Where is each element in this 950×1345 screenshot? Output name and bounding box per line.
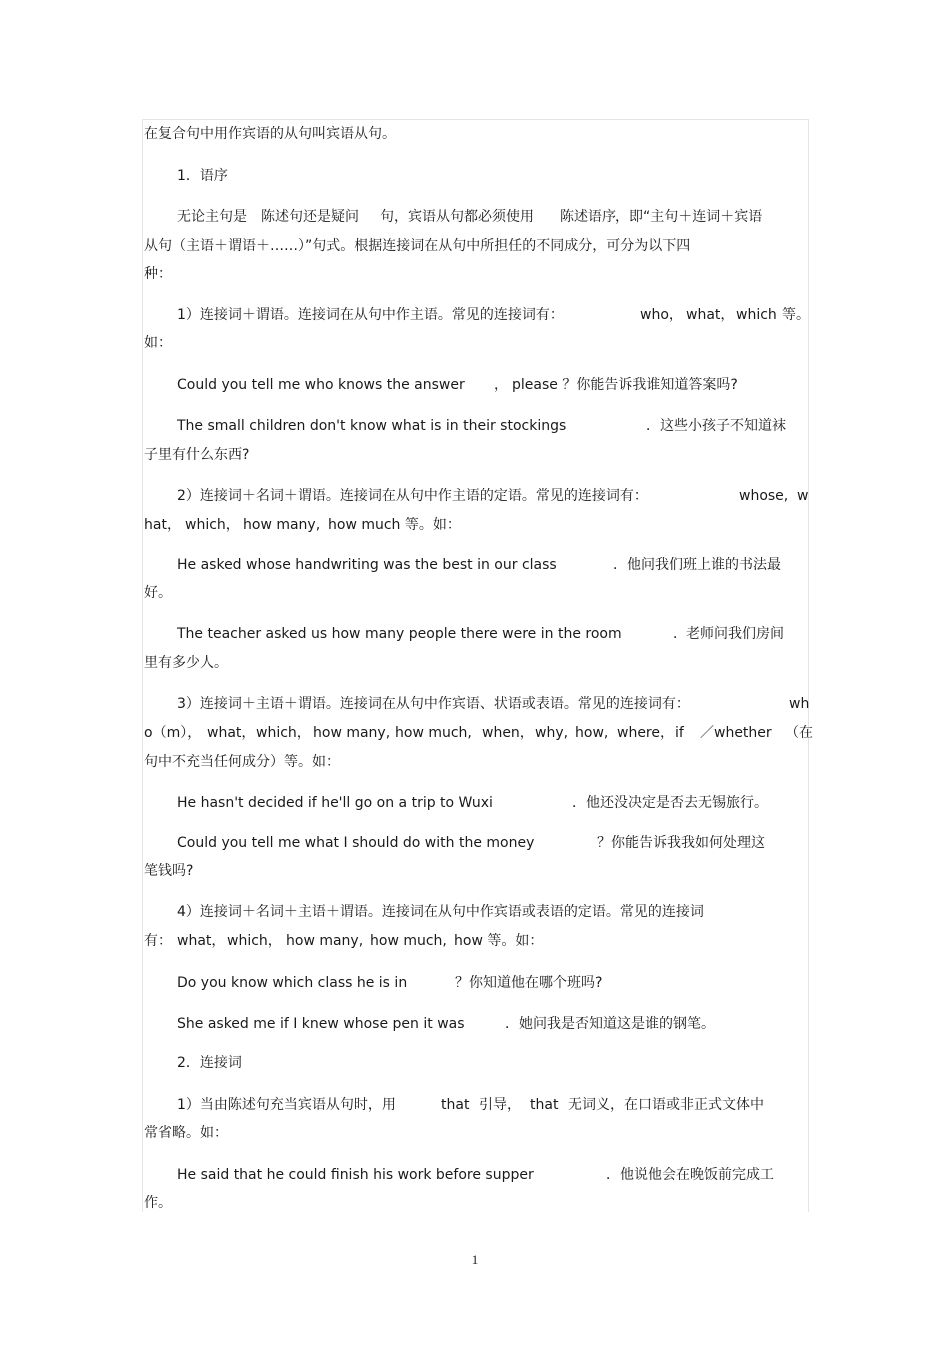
text-segment: 陈述句还是疑问 [261,209,359,225]
text-segment: who， [640,307,683,323]
text-segment: hat， [144,517,181,533]
text-segment: please ？你能告诉我谁知道答案吗? [512,377,738,393]
text-segment: that [441,1097,470,1113]
text-segment: which， [256,725,311,741]
text-segment: He said that he could finish his work before supper [177,1167,534,1183]
text-segment: 常省略。如： [144,1125,228,1141]
text-segment: w [797,488,809,504]
text-segment: what， [177,933,226,949]
text-segment: why, [535,725,569,741]
text-segment: what， [207,725,256,741]
page-number: 1 [471,1252,479,1267]
text-segment: ，即“主句＋连词＋宾语 [615,209,763,225]
text-segment: 里有多少人。 [144,655,228,671]
text-segment: 有： [144,933,172,949]
text-segment: Do you know which class he is in [177,975,408,991]
text-segment: which [736,307,777,323]
text-segment: The teacher asked us how many people there were in the room [177,626,622,642]
text-segment: ／whether [700,725,772,741]
text-segment: how many, [243,517,321,533]
text-segment: ．他问我们班上谁的书法最 [613,557,781,573]
text-segment: 她问我是否知道这是谁的钢笔。 [519,1016,715,1032]
text-segment: ？你知道他在哪个班吗? [455,975,603,991]
text-segment: how 等。如： [454,933,544,949]
text-segment: ． [505,1016,519,1032]
text-segment: 从句（主语＋谓语＋……）”句式。根据连接词在从句中所担任的不同成分，可分为以下四 [144,238,691,254]
text-segment: how many, [313,725,391,741]
text-segment: 他说他会在晚饭前完成工 [620,1167,774,1183]
text-segment: 3）连接词＋主语＋谓语。连接词在从句中作宾语、状语或表语。常见的连接词有： [177,696,690,712]
text-segment: ？你能告诉我我如何处理这 [597,835,765,851]
text-segment: 作。 [144,1195,172,1211]
text-segment: ．这些小孩子不知道袜 [646,418,786,434]
text-segment: ． [673,626,687,642]
text-segment: 笔钱吗? [144,863,194,879]
text-segment: 2．连接词 [177,1055,242,1071]
text-segment: 如： [144,335,172,351]
text-segment: ． [606,1167,620,1183]
text-segment: 1．语序 [177,168,228,184]
text-segment: Could you tell me what I should do with the money [177,835,535,851]
text-segment: 子里有什么东西? [144,447,250,463]
text-segment: how much, [370,933,447,949]
text-segment: ． [572,795,586,811]
text-segment: 句中不充当任何成分）等。如： [144,754,340,770]
text-segment: 陈述语序 [560,209,616,225]
text-segment: how, [575,725,609,741]
text-segment: ， [494,377,508,393]
text-segment: 老师问我们房间 [686,626,784,642]
text-segment: when， [482,725,534,741]
text-segment: 2）连接词＋名词＋谓语。连接词在从句中作主语的定语。常见的连接词有： [177,488,648,504]
text-segment: He asked whose handwriting was the best in our class [177,557,557,573]
text-segment: 无词义，在口语或非正式文体中 [568,1097,764,1113]
text-segment: how many, [286,933,364,949]
text-segment: 1）当由陈述句充当宾语从句时，用 [177,1097,396,1113]
text-segment: 好。 [144,585,172,601]
text-segment: 在复合句中用作宾语的从句叫宾语从句。 [144,126,396,142]
text-segment: what， [686,307,735,323]
text-segment: which， [185,517,240,533]
text-segment: He hasn't decided if he'll go on a trip to Wuxi [177,795,493,811]
text-segment: 种： [144,266,172,282]
text-segment: Could you tell me who knows the answer [177,377,465,393]
text-segment: which， [227,933,282,949]
text-segment: whose, [739,488,789,504]
text-segment: 句，宾语从句都必须使用 [380,209,534,225]
text-segment: if [675,725,684,741]
text-segment: where， [617,725,674,741]
text-segment: 引导， [479,1097,521,1113]
page-frame [142,119,809,1212]
text-segment: how much, [395,725,472,741]
text-segment: that [530,1097,559,1113]
text-segment: how much 等。如： [328,517,461,533]
text-segment: 他还没决定是否去无锡旅行。 [586,795,768,811]
text-segment: 1）连接词＋谓语。连接词在从句中作主语。常见的连接词有： [177,307,564,323]
text-segment: 4）连接词＋名词＋主语＋谓语。连接词在从句中作宾语或表语的定语。常见的连接词 [177,904,704,920]
text-segment: o（m）， [144,725,202,741]
text-segment: 等。 [782,307,810,323]
text-segment: （在 [785,725,813,741]
text-segment: wh [789,696,810,712]
text-segment: 无论主句是 [177,209,247,225]
text-segment: She asked me if I knew whose pen it was [177,1016,465,1032]
text-segment: The small children don't know what is in their stockings [177,418,567,434]
